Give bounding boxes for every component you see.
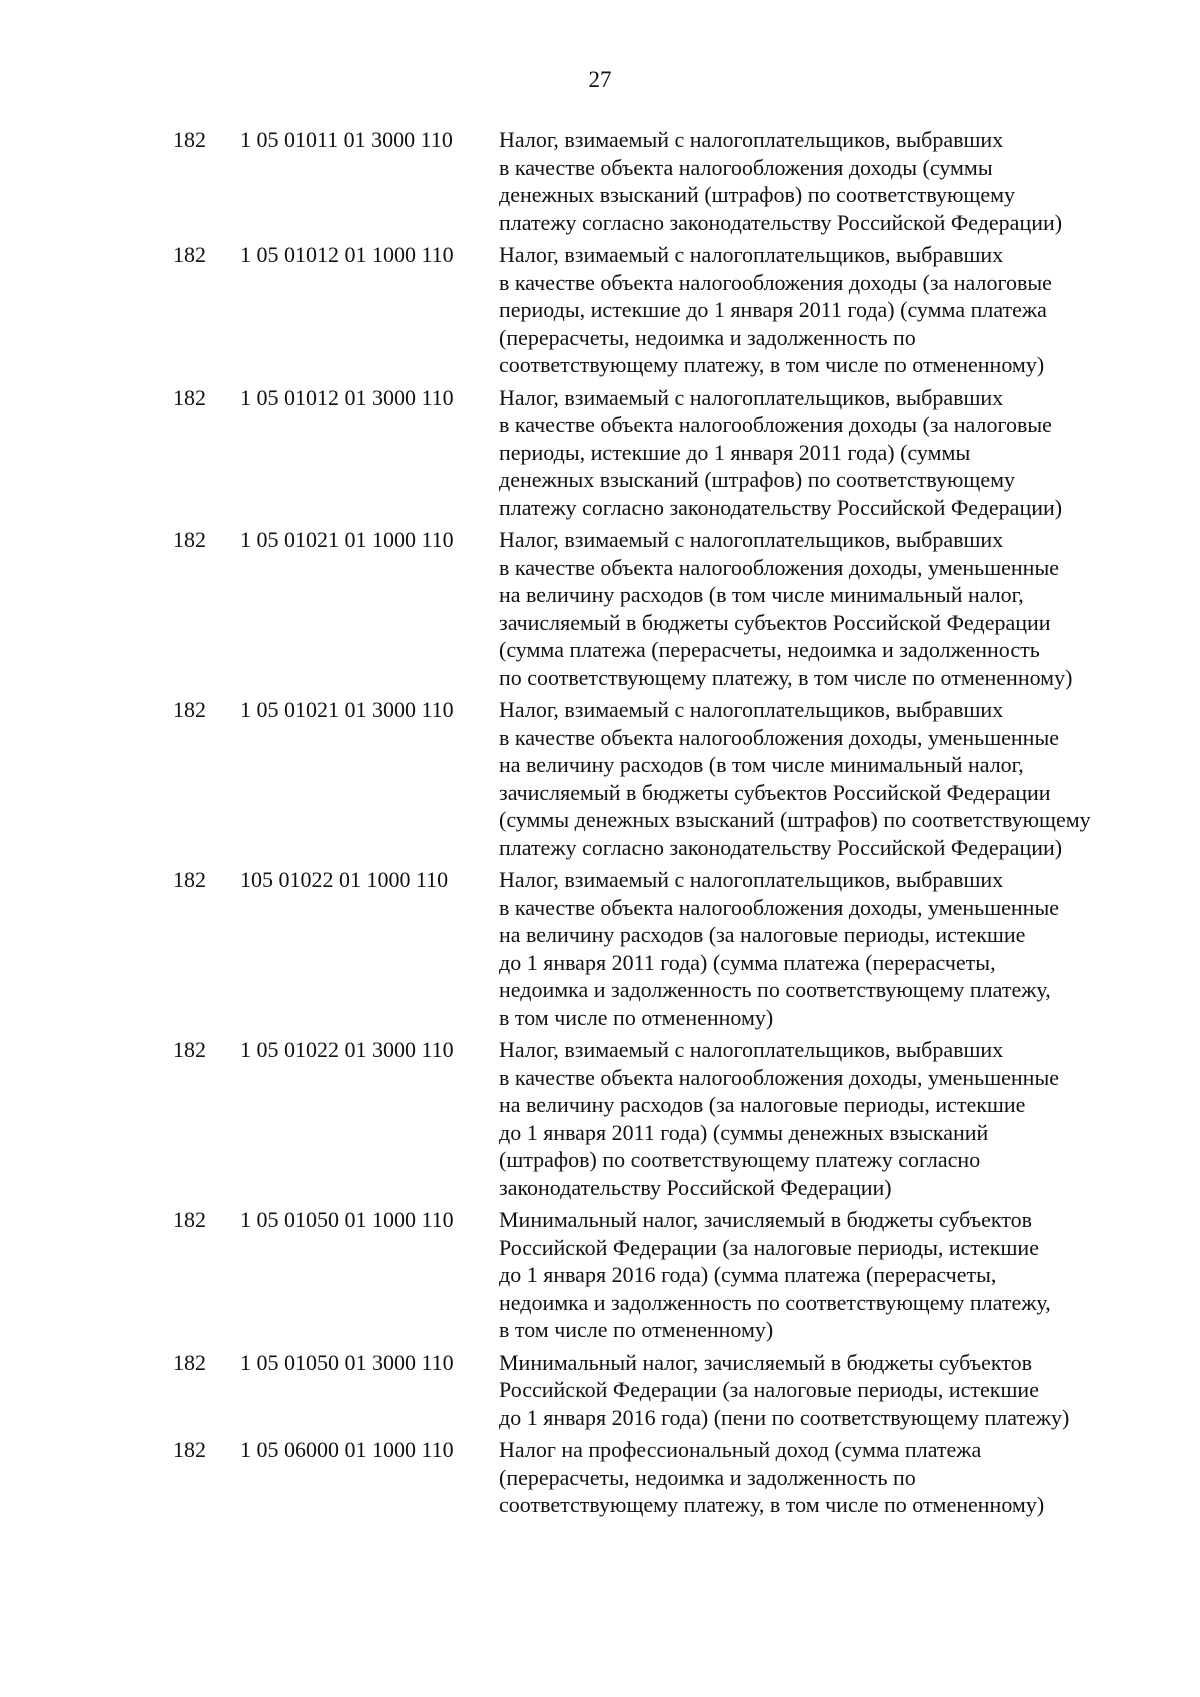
- admin-code: 182: [173, 527, 206, 552]
- description-line: до 1 января 2011 года) (суммы денежных взысканий: [499, 1119, 989, 1145]
- description-line: Российской Федерации (за налоговые периоды, истекшие: [499, 1377, 1039, 1402]
- admin-code: 182: [173, 384, 206, 410]
- income-description: [499, 1436, 1124, 1519]
- table-row: [0, 1206, 1200, 1344]
- budget-classification-code: 1 05 01021 01 3000 110: [240, 697, 454, 722]
- description-line: платежу согласно законодательству Российской Федерации): [499, 494, 1063, 520]
- description-line: в качестве объекта налогообложения доходы, уменьшенные: [499, 554, 1059, 580]
- budget-classification-code: 1 05 01022 01 3000 110: [240, 1037, 454, 1062]
- description-line: по соответствующему платежу, в том числе по отмененному): [499, 664, 1073, 690]
- description-line: в качестве объекта налогообложения доходы, уменьшенные: [499, 724, 1059, 750]
- description-line: в том числе по отмененному): [499, 1004, 774, 1030]
- description-line: на величину расходов (в том числе минимальный налог,: [499, 752, 1024, 777]
- budget-classification-code: 1 05 01012 01 1000 110: [240, 242, 454, 267]
- description-line: Налог, взимаемый с налогоплательщиков, выбравших: [499, 1037, 1004, 1062]
- description-line: недоимка и задолженность по соответствующему платежу,: [499, 977, 1051, 1002]
- table-row: [0, 1349, 1200, 1432]
- description-line: на величину расходов (за налоговые периоды, истекшие: [499, 922, 1026, 947]
- description-line: Российской Федерации (за налоговые периоды, истекшие: [499, 1234, 1039, 1260]
- description-line: Налог, взимаемый с налогоплательщиков, выбравших: [499, 527, 1004, 552]
- table-row: [0, 696, 1200, 861]
- income-description: [499, 384, 1124, 522]
- description-line: Налог, взимаемый с налогоплательщиков, выбравших: [499, 697, 1004, 722]
- income-description: [499, 1349, 1124, 1432]
- description-line: недоимка и задолженность по соответствующему платежу,: [499, 1289, 1051, 1315]
- table-row: [0, 126, 1200, 236]
- description-line: периоды, истекшие до 1 января 2011 года) (суммы: [499, 439, 971, 465]
- description-line: соответствующему платежу, в том числе по отмененному): [499, 1492, 1045, 1517]
- income-description: [499, 696, 1124, 861]
- admin-code: 182: [173, 867, 206, 892]
- description-line: денежных взысканий (штрафов) по соответствующему: [499, 467, 1016, 492]
- description-line: Минимальный налог, зачисляемый в бюджеты субъектов: [499, 1207, 1032, 1232]
- budget-classification-code: 1 05 01050 01 1000 110: [240, 1207, 454, 1232]
- tax-code-table: [0, 126, 1200, 1524]
- description-line: на величину расходов (за налоговые периоды, истекшие: [499, 1092, 1026, 1117]
- income-description: [499, 126, 1124, 236]
- table-row: [0, 866, 1200, 1031]
- table-row: [0, 1436, 1200, 1519]
- description-line: платежу согласно законодательству Российской Федерации): [499, 834, 1063, 860]
- description-line: в том числе по отмененному): [499, 1317, 774, 1342]
- table-row: [0, 1036, 1200, 1201]
- description-line: на величину расходов (в том числе минимальный налог,: [499, 582, 1024, 607]
- description-line: до 1 января 2011 года) (сумма платежа (перерасчеты,: [499, 949, 996, 975]
- income-description: [499, 1206, 1124, 1344]
- description-line: Налог на профессиональный доход (сумма платежа: [499, 1437, 982, 1462]
- description-line: (перерасчеты, недоимка и задолженность по: [499, 324, 916, 350]
- description-line: Налог, взимаемый с налогоплательщиков, выбравших: [499, 867, 1004, 892]
- description-line: (штрафов) по соответствующему платежу согласно: [499, 1147, 981, 1172]
- budget-classification-code: 1 05 06000 01 1000 110: [240, 1437, 454, 1462]
- income-description: [499, 526, 1124, 691]
- description-line: Налог, взимаемый с налогоплательщиков, выбравших: [499, 384, 1004, 410]
- description-line: денежных взысканий (штрафов) по соответствующему: [499, 182, 1016, 207]
- income-description: [499, 241, 1124, 379]
- description-line: Минимальный налог, зачисляемый в бюджеты субъектов: [499, 1349, 1032, 1375]
- description-line: зачисляемый в бюджеты субъектов Российской Федерации: [499, 609, 1051, 635]
- description-line: (сумма платежа (перерасчеты, недоимка и задолженность: [499, 637, 1040, 662]
- table-row: [0, 241, 1200, 379]
- admin-code: 182: [173, 697, 206, 722]
- table-row: [0, 384, 1200, 522]
- description-line: соответствующему платежу, в том числе по отмененному): [499, 352, 1045, 377]
- description-line: законодательству Российской Федерации): [499, 1174, 892, 1200]
- budget-classification-code: 1 05 01011 01 3000 110: [240, 127, 453, 152]
- description-line: зачисляемый в бюджеты субъектов Российской Федерации: [499, 779, 1051, 805]
- budget-classification-code: 1 05 01050 01 3000 110: [240, 1349, 454, 1375]
- description-line: в качестве объекта налогообложения доходы, уменьшенные: [499, 1064, 1059, 1090]
- description-line: в качестве объекта налогообложения доходы (за налоговые: [499, 412, 1052, 437]
- admin-code: 182: [173, 1437, 206, 1462]
- page-number: 27: [588, 67, 612, 92]
- income-description: [499, 1036, 1124, 1201]
- budget-classification-code: 105 01022 01 1000 110: [240, 867, 449, 892]
- admin-code: 182: [173, 127, 206, 152]
- description-line: до 1 января 2016 года) (пени по соответствующему платежу): [499, 1404, 1070, 1430]
- budget-classification-code: 1 05 01021 01 1000 110: [240, 527, 454, 552]
- description-line: (суммы денежных взысканий (штрафов) по соответствующему: [499, 807, 1091, 832]
- description-line: в качестве объекта налогообложения доходы, уменьшенные: [499, 894, 1059, 920]
- description-line: платежу согласно законодательству Российской Федерации): [499, 209, 1063, 235]
- description-line: Налог, взимаемый с налогоплательщиков, выбравших: [499, 242, 1004, 267]
- description-line: до 1 января 2016 года) (сумма платежа (перерасчеты,: [499, 1262, 997, 1287]
- description-line: в качестве объекта налогообложения доходы (суммы: [499, 154, 993, 180]
- admin-code: 182: [173, 242, 206, 267]
- description-line: в качестве объекта налогообложения доходы (за налоговые: [499, 269, 1052, 295]
- description-line: (перерасчеты, недоимка и задолженность по: [499, 1464, 916, 1490]
- admin-code: 182: [173, 1037, 206, 1062]
- table-row: [0, 526, 1200, 691]
- description-line: Налог, взимаемый с налогоплательщиков, выбравших: [499, 127, 1004, 152]
- admin-code: 182: [173, 1207, 206, 1232]
- description-line: периоды, истекшие до 1 января 2011 года) (сумма платежа: [499, 297, 1047, 322]
- income-description: [499, 866, 1124, 1031]
- budget-classification-code: 1 05 01012 01 3000 110: [240, 384, 454, 410]
- admin-code: 182: [173, 1349, 206, 1375]
